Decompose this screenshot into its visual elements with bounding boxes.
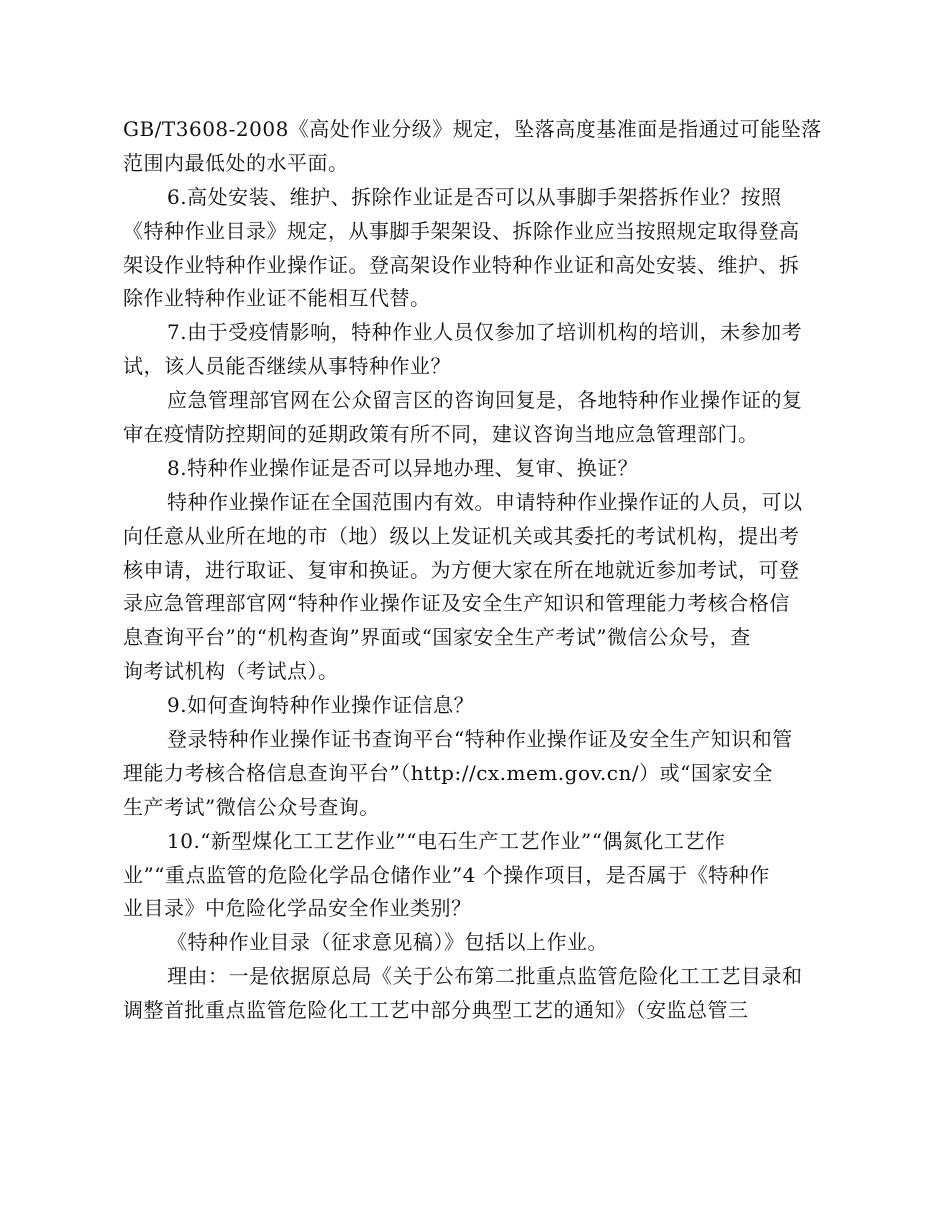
text-line: 询考试机构（考试点）。: [123, 659, 339, 684]
text-line: 调整首批重点监管危险化工工艺中部分典型工艺的通知》（安监总管三: [123, 998, 749, 1023]
text-line: 向任意从业所在地的市（地）级以上发证机关或其委托的考试机构，提出考: [123, 523, 800, 548]
text-line: 核申请，进行取证、复审和换证。为方便大家在所在地就近参加考试，可登: [123, 557, 800, 582]
text-line: 理能力考核合格信息查询平台”（http://cx.mem.gov.cn/）或“国家安全: [123, 760, 773, 785]
text-line: 生产考试”微信公众号查询。: [123, 794, 380, 819]
text-line: 录应急管理部官网“特种作业操作证及安全生产知识和管理能力考核合格信: [123, 591, 790, 616]
text-line: 10.“新型煤化工工艺作业”“电石生产工艺作业”“偶氮化工艺作: [167, 828, 726, 853]
text-line: 审在疫情防控期间的延期政策有所不同，建议咨询当地应急管理部门。: [123, 422, 759, 447]
text-line: 除作业特种作业证不能相互代替。: [123, 286, 431, 311]
document-body: [123, 113, 843, 1028]
text-line: 《特种作业目录》规定，从事脚手架架设、拆除作业应当按照规定取得登高: [123, 218, 800, 243]
text-line: 《特种作业目录（征求意见稿）》包括以上作业。: [167, 930, 608, 955]
text-line: GB/T3608-2008《高处作业分级》规定，坠落高度基准面是指通过可能坠落: [123, 117, 822, 141]
text-line: 特种作业操作证在全国范围内有效。申请特种作业操作证的人员，可以: [167, 489, 803, 514]
text-line: 6.高处安装、维护、拆除作业证是否可以从事脚手架搭拆作业？按照: [167, 184, 782, 209]
text-line: 9.如何查询特种作业操作证信息？: [167, 693, 475, 718]
text-line: 息查询平台”的“机构查询”界面或“国家安全生产考试”微信公众号，查: [123, 625, 751, 650]
text-line: 架设作业特种作业操作证。登高架设作业特种作业证和高处安装、维护、拆: [123, 252, 800, 277]
text-line: 试，该人员能否继续从事特种作业？: [123, 354, 451, 379]
text-line: 应急管理部官网在公众留言区的咨询回复是，各地特种作业操作证的复: [167, 388, 803, 413]
text-line: 业目录》中危险化学品安全作业类别？: [123, 896, 472, 921]
text-line: 理由：一是依据原总局《关于公布第二批重点监管危险化工工艺目录和: [167, 964, 803, 989]
text-line: 范围内最低处的水平面。: [123, 150, 349, 175]
text-line: 8.特种作业操作证是否可以异地办理、复审、换证？: [167, 455, 639, 480]
text-line: 7.由于受疫情影响，特种作业人员仅参加了培训机构的培训，未参加考: [167, 320, 803, 345]
text-line: 业”“重点监管的危险化学品仓储作业”4 个操作项目，是否属于《特种作: [123, 862, 770, 887]
text-line: 登录特种作业操作证书查询平台“特种作业操作证及安全生产知识和管: [167, 727, 793, 752]
